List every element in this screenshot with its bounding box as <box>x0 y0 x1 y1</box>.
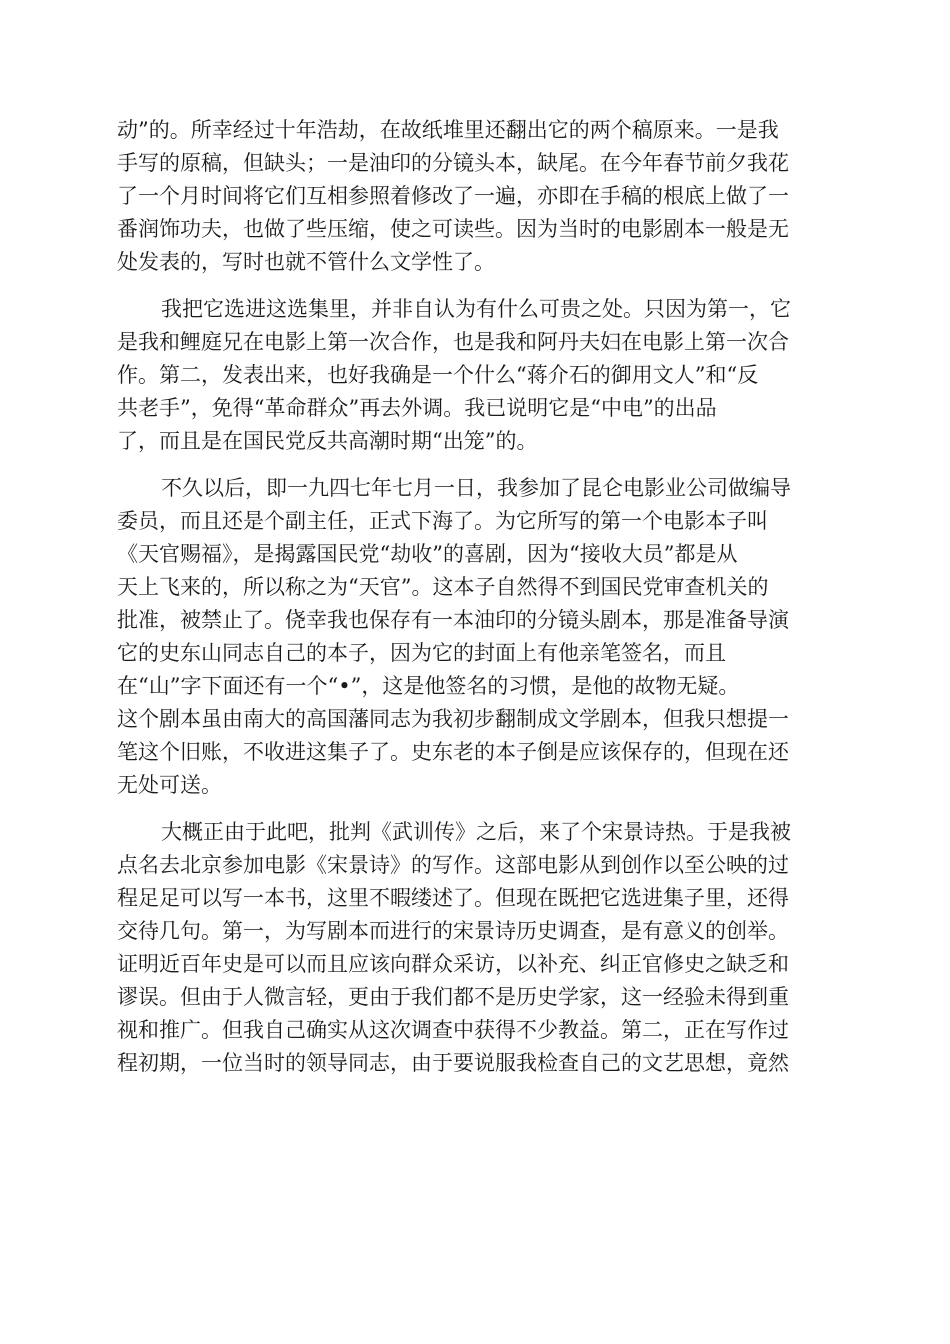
text-line: 它的史东山同志自己的本子，因为它的封面上有他亲笔签名，而且 <box>117 641 726 665</box>
text-line: 证明近百年史是可以而且应该向群众采访，以补充、纠正官修史之缺乏和 <box>117 952 789 976</box>
text-line: 笔这个旧账，不收进这集子了。史东老的本子倒是应该保存的，但现在还 <box>117 740 789 764</box>
text-line: 是我和鲤庭兄在电影上第一次合作，也是我和阿丹夫妇在电影上第一次合 <box>117 330 789 354</box>
text-line: 《天官赐福》，是揭露国民党“劫收”的喜剧，因为“接收大员”都是从 <box>117 542 738 566</box>
paragraph-1 <box>117 114 837 279</box>
text-line: 共老手”，免得“革命群众”再去外调。我已说明它是“中电”的出品 <box>117 396 717 420</box>
text-line: 番润饰功夫，也做了些压缩，使之可读些。因为当时的电影剧本一般是无 <box>117 217 789 241</box>
text-line: 了，而且是在国民党反共高潮时期“出笼”的。 <box>117 429 538 453</box>
text-line: 手写的原稿，但缺头；一是油印的分镜头本，缺尾。在今年春节前夕我花 <box>117 151 789 175</box>
text-line: 批准，被禁止了。侥幸我也保存有一本油印的分镜头剧本，那是准备导演 <box>117 608 789 632</box>
text-line: 不久以后，即一九四七年七月一日，我参加了昆仑电影业公司做编导 <box>161 476 791 500</box>
text-line: 动”的。所幸经过十年浩劫，在故纸堆里还翻出它的两个稿原来。一是我 <box>117 118 779 142</box>
text-line: 视和推广。但我自己确实从这次调查中获得不少教益。第二，正在写作过 <box>117 1018 789 1042</box>
text-line: 在“山”字下面还有一个“•”，这是他签名的习惯，是他的故物无疑。 <box>117 674 740 698</box>
text-line: 点名去北京参加电影《宋景诗》的写作。这部电影从到创作以至公映的过 <box>117 853 789 877</box>
text-line: 处发表的，写时也就不管什么文学性了。 <box>117 250 495 274</box>
paragraph-3 <box>117 472 837 802</box>
paragraph-4 <box>117 816 837 1080</box>
text-line: 委员，而且还是个副主任，正式下海了。为它所写的第一个电影本子叫 <box>117 509 768 533</box>
text-line: 这个剧本虽由南大的高国藩同志为我初步翻制成文学剧本，但我只想提一 <box>117 707 789 731</box>
text-line: 交待几句。第一，为写剧本而进行的宋景诗历史调查，是有意义的创举。 <box>117 919 789 943</box>
body-text <box>117 114 837 1094</box>
text-line: 程初期，一位当时的领导同志，由于要说服我检查自己的文艺思想，竟然 <box>117 1051 789 1075</box>
text-line: 我把它选进这选集里，并非自认为有什么可贵之处。只因为第一，它 <box>161 297 791 321</box>
paragraph-2 <box>117 293 837 458</box>
text-line: 大概正由于此吧，批判《武训传》之后，来了个宋景诗热。于是我被 <box>161 820 791 844</box>
text-line: 天上飞来的，所以称之为“天官”。这本子自然得不到国民党审查机关的 <box>117 575 769 599</box>
text-line: 了一个月时间将它们互相参照着修改了一遍，亦即在手稿的根底上做了一 <box>117 184 789 208</box>
text-line: 作。第二，发表出来，也好我确是一个什么“蒋介石的御用文人”和“反 <box>117 363 759 387</box>
text-line: 无处可送。 <box>117 773 222 797</box>
text-line: 程足足可以写一本书，这里不暇缕述了。但现在既把它选进集子里，还得 <box>117 886 789 910</box>
text-line: 谬误。但由于人微言轻，更由于我们都不是历史学家，这一经验未得到重 <box>117 985 789 1009</box>
